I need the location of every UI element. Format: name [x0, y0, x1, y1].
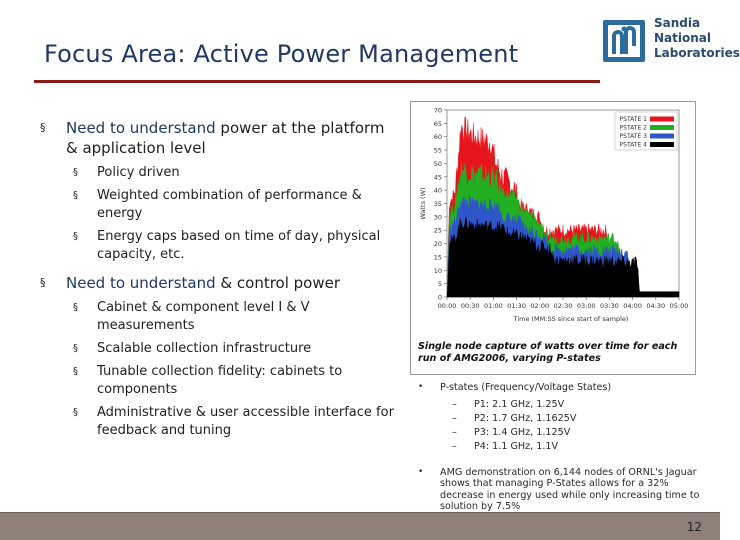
- legend-swatch: [650, 134, 674, 139]
- logo-line: Laboratories: [654, 46, 740, 60]
- y-tick-label: 55: [433, 146, 442, 155]
- sub-bullet-item: [40, 228, 400, 264]
- legend-label: PSTATE 3: [619, 133, 647, 140]
- x-tick-label: 01:00: [484, 302, 503, 310]
- legend-label: PSTATE 2: [619, 124, 647, 132]
- y-tick-label: 40: [433, 186, 442, 195]
- sub-bullet-text: P2: 1.7 GHz, 1.1625V: [474, 412, 577, 424]
- sub-bullet-marker: §: [73, 407, 78, 418]
- footer-divider: [0, 512, 720, 513]
- y-tick-label: 35: [433, 200, 442, 208]
- sub-bullet-marker: §: [73, 167, 78, 178]
- y-tick-label: 25: [433, 226, 442, 235]
- sub-bullet-marker: §: [73, 302, 78, 313]
- sub-bullet-text: Cabinet & component level I & V measurements: [97, 300, 310, 333]
- sub-bullet-text: P3: 1.4 GHz, 1.125V: [474, 426, 571, 438]
- y-tick-label: 10: [433, 266, 442, 275]
- sub-bullet-marker: §: [73, 231, 78, 242]
- x-axis-label: Time (MM:SS since start of sample): [513, 315, 629, 323]
- sub-bullet-text: Scalable collection infrastructure: [97, 341, 312, 356]
- dash-marker: –: [452, 440, 457, 452]
- y-tick-label: 15: [433, 253, 442, 262]
- x-tick-label: 02:30: [553, 302, 573, 310]
- bullet-highlight: Need to understand: [66, 274, 216, 292]
- slide-title: Focus Area: Active Power Management: [44, 40, 519, 68]
- bullet-marker: •: [418, 382, 424, 392]
- x-tick-label: 01:30: [507, 302, 526, 310]
- y-axis-label: Watts (W): [419, 187, 427, 220]
- sub-bullet-item: [40, 340, 400, 358]
- power-chart: [411, 102, 695, 374]
- sub-bullet-item: [40, 164, 400, 182]
- page-number: 12: [686, 520, 702, 534]
- dash-marker: –: [452, 426, 457, 438]
- right-sub-bullet: [418, 426, 708, 440]
- bullet-text: P-states (Frequency/Voltage States): [440, 382, 612, 393]
- sub-bullet-item: [40, 363, 400, 399]
- bullet-marker: •: [418, 466, 424, 477]
- legend-swatch: [650, 142, 674, 147]
- x-tick-label: 03:30: [600, 302, 619, 310]
- right-sub-bullet: [418, 398, 708, 412]
- y-tick-label: 45: [433, 173, 442, 182]
- x-tick-label: 03:00: [576, 302, 596, 310]
- sub-bullet-text: Energy caps based on time of day, physical capacity, etc.: [97, 229, 381, 262]
- bullet-item: [40, 118, 400, 158]
- figure-caption: Single node capture of watts over time for each run of AMG2006, varying P-states: [418, 341, 678, 364]
- x-tick-label: 04:30: [646, 302, 666, 310]
- y-tick-label: 60: [433, 133, 442, 142]
- sub-bullet-text: P1: 2.1 GHz, 1.25V: [474, 398, 565, 410]
- bullet-text: & control power: [215, 274, 341, 292]
- footer-bar: [0, 512, 720, 540]
- logo-wordmark: [654, 16, 740, 61]
- left-bullet-list: [40, 118, 400, 445]
- y-tick-label: 0: [437, 293, 442, 302]
- y-tick-label: 20: [433, 240, 442, 249]
- sub-bullet-marker: §: [73, 343, 78, 354]
- sub-bullet-text: Administrative & user accessible interface for feedback and tuning: [97, 405, 394, 438]
- legend-swatch: [650, 125, 674, 130]
- y-tick-label: 70: [433, 106, 442, 115]
- right-bullet-item: [418, 382, 708, 394]
- bullet-highlight: Need to understand: [66, 119, 216, 137]
- y-tick-label: 50: [433, 159, 442, 168]
- sub-bullet-text: Weighted combination of performance & energy: [97, 188, 362, 221]
- sub-bullet-item: [40, 187, 400, 223]
- x-tick-label: 00:30: [460, 302, 480, 310]
- x-tick-label: 05:00: [669, 302, 689, 310]
- logo-line: Sandia: [654, 16, 701, 30]
- right-sub-bullet: [418, 412, 708, 426]
- bullet-item: [40, 273, 400, 293]
- right-bullet-list: [418, 382, 708, 513]
- legend-label: PSTATE 4: [619, 141, 647, 149]
- x-tick-label: 02:00: [530, 302, 550, 310]
- y-tick-label: 65: [433, 119, 442, 128]
- sub-bullet-item: [40, 404, 400, 440]
- figure-frame: [410, 101, 696, 375]
- bullet-marker: §: [40, 276, 46, 289]
- bullet-text: power at the platform & application level: [66, 119, 385, 157]
- logo-line: National: [654, 31, 711, 45]
- sub-bullet-text: P4: 1.1 GHz, 1.1V: [474, 440, 559, 452]
- title-underline: [34, 80, 600, 83]
- sub-bullet-text: Tunable collection fidelity: cabinets to components: [97, 364, 343, 397]
- x-tick-label: 04:00: [623, 302, 642, 310]
- right-bullet-item: [418, 467, 708, 513]
- sub-bullet-marker: §: [73, 366, 78, 377]
- sub-bullet-item: [40, 299, 400, 335]
- dash-marker: –: [452, 412, 457, 424]
- legend-label: PSTATE 1: [619, 116, 647, 123]
- dash-marker: –: [452, 398, 457, 410]
- bullet-marker: §: [40, 121, 46, 134]
- sub-bullet-marker: §: [73, 190, 78, 201]
- y-tick-label: 30: [433, 213, 442, 222]
- bullet-text: AMG demonstration on 6,144 nodes of ORNL's Jaguar shows that managing P-States allows for a 32% decrease in energy used while only increasing time to solution by 7.5%: [440, 466, 700, 512]
- sub-bullet-text: Policy driven: [97, 165, 180, 180]
- right-sub-bullet: [418, 440, 708, 454]
- x-tick-label: 00:00: [437, 302, 457, 310]
- legend-swatch: [650, 117, 674, 122]
- y-tick-label: 5: [437, 280, 442, 289]
